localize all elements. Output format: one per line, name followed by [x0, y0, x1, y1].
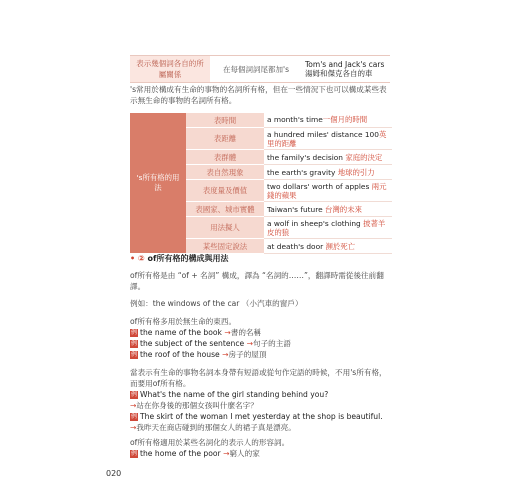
usage-example	[264, 217, 392, 239]
example-zh: 句子的主語	[252, 339, 291, 348]
example-zh: 站在你身後的那個女孩叫什麼名字？	[136, 401, 258, 410]
usage-example-zh: 瀕於死亡	[325, 241, 356, 251]
example-badge: 例	[130, 450, 137, 457]
top-table-rule: 在每個詞詞尾都加's	[210, 56, 302, 83]
top-example-en: Tom's and Jack's cars	[305, 59, 385, 69]
adjective-paragraph: of所有格適用於某些名詞化的表示人的形容詞。	[130, 438, 290, 447]
usage-category: 表自然現象	[186, 165, 264, 180]
top-table	[130, 55, 390, 83]
example-zh: 房子的屋頂	[228, 350, 267, 359]
usage-example	[264, 239, 392, 254]
example-badge: 例	[130, 413, 137, 420]
usage-example-zh: 英里的距離	[267, 129, 387, 148]
example-line	[130, 327, 261, 338]
example-en: What's the name of the girl standing behind you?	[140, 390, 329, 399]
example-badge: 例	[130, 329, 137, 336]
usage-table-head: 's所有格的用法	[130, 113, 186, 254]
usage-category: 表時間	[186, 113, 264, 128]
top-example-zh: 湯姆和傑克各自的車	[305, 69, 373, 78]
usage-category: 表群體	[186, 150, 264, 165]
page-number: 020	[106, 469, 122, 478]
usage-example-en: at death's door	[267, 241, 324, 251]
example-en: The skirt of the woman I met yesterday at the shop is beautiful.	[140, 412, 383, 421]
usage-example-zh: 披著羊皮的狼	[267, 218, 386, 237]
usage-category: 用法擬人	[186, 217, 264, 239]
arrow-icon: →	[130, 423, 137, 432]
usage-example-en: a wolf in sheep's clothing	[267, 218, 361, 228]
usage-category: 表距離	[186, 128, 264, 150]
usage-table	[130, 113, 392, 254]
example-badge: 例	[130, 340, 137, 347]
usage-example-zh: 一個月的時間	[322, 115, 368, 125]
arrow-icon: →	[224, 328, 231, 337]
section-title-text: of所有格的構成與用法	[147, 254, 229, 263]
example-zh: 窮人的家	[229, 449, 260, 458]
usage-example-en: the earth's gravity	[267, 167, 336, 177]
usage-example-zh: 台灣的未來	[325, 204, 362, 214]
example-line	[130, 389, 328, 400]
example-zh: 我昨天在商店碰到的那個女人的裙子真是漂亮。	[136, 423, 296, 432]
example-badge: 例	[130, 351, 137, 358]
usage-example	[264, 165, 392, 180]
usage-example	[264, 113, 392, 128]
animate-phrase-paragraph: 當表示有生命的事物名詞本身帶有短語或從句作定語的時候，不用's所有格，而要用of所有格。	[130, 368, 387, 388]
example-translation	[130, 400, 258, 411]
usage-example-en: the family's decision	[267, 152, 343, 162]
example-en: the roof of the house	[140, 350, 220, 359]
section-title	[130, 253, 228, 264]
top-table-example	[302, 56, 390, 83]
arrow-icon: →	[130, 401, 137, 410]
inanimate-paragraph: of所有格多用於無生命的東西。	[130, 317, 237, 326]
usage-example	[264, 202, 392, 217]
usage-category: 表國家、城市實體	[186, 202, 264, 217]
example-line	[130, 338, 291, 349]
section-number: ②	[137, 254, 145, 263]
example-zh: 書的名稱	[230, 328, 262, 337]
section-bullet: •	[130, 254, 136, 263]
example-line	[130, 349, 267, 360]
example-line	[130, 411, 383, 422]
arrow-icon: →	[223, 449, 230, 458]
usage-example-en: Taiwan's future	[267, 204, 323, 214]
of-definition-paragraph: of所有格是由 “of + 名詞” 構成，譯為 “名詞的……”，翻譯時需從後往前翻譯。	[130, 271, 384, 291]
usage-category: 表度量及價值	[186, 180, 264, 202]
arrow-icon: →	[222, 350, 229, 359]
example-paragraph: 例如：the windows of the car （小汽車的窗戶）	[130, 299, 303, 308]
example-en: the home of the poor	[140, 449, 221, 458]
arrow-icon: →	[246, 339, 253, 348]
usage-category: 某些固定說法	[186, 239, 264, 254]
usage-example-zh: 家庭的決定	[345, 152, 383, 162]
intro-paragraph: 's常用於構成有生命的事物的名詞所有格，但在一些情況下也可以構成某些表示無生命的事物的名詞所有格。	[130, 85, 387, 105]
usage-example	[264, 128, 392, 150]
usage-example-en: a hundred miles' distance 100	[267, 129, 379, 139]
usage-example-zh: 地球的引力	[337, 167, 375, 177]
example-line	[130, 448, 260, 459]
usage-example-en: a month's time	[267, 115, 323, 125]
usage-example	[264, 180, 392, 202]
usage-example-en: two dollars' worth of apples	[267, 181, 370, 191]
usage-example	[264, 150, 392, 165]
example-en: the subject of the sentence	[140, 339, 245, 348]
example-en: the name of the book	[140, 328, 222, 337]
top-table-label: 表示幾個詞各自的所屬關係	[130, 56, 210, 83]
example-translation	[130, 422, 296, 433]
example-badge: 例	[130, 391, 137, 398]
usage-example-zh: 兩元錢的蘋果	[267, 181, 387, 200]
